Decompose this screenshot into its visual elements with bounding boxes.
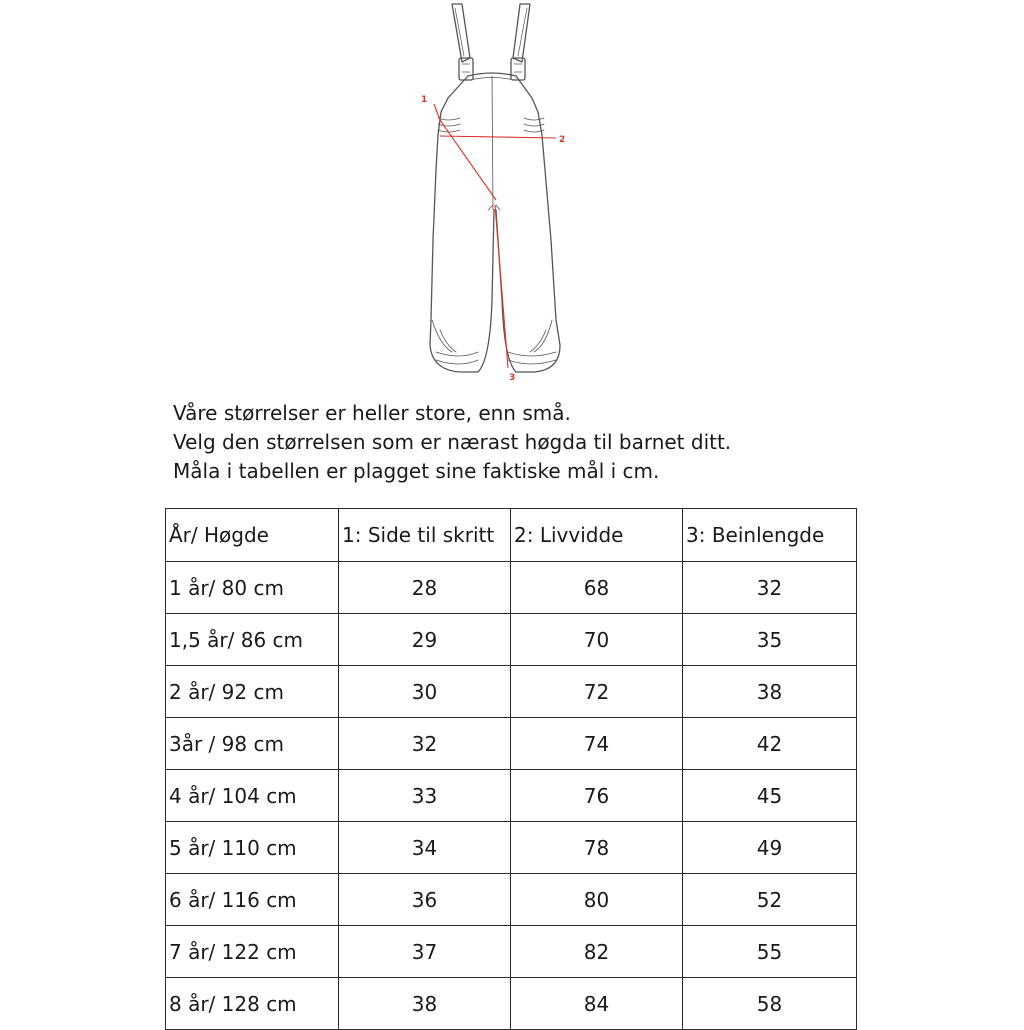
leg-length-cell: 38 xyxy=(683,666,857,718)
size-cell: 1 år/ 80 cm xyxy=(166,562,339,614)
size-cell: 6 år/ 116 cm xyxy=(166,874,339,926)
waist-cell: 76 xyxy=(511,770,683,822)
left-strap xyxy=(452,4,470,62)
leg-length-cell: 42 xyxy=(683,718,857,770)
leg-length-cell: 35 xyxy=(683,614,857,666)
table-row xyxy=(166,770,857,822)
waist-cell: 68 xyxy=(511,562,683,614)
size-cell: 1,5 år/ 86 cm xyxy=(166,614,339,666)
table-row xyxy=(166,822,857,874)
overalls-measurement-diagram xyxy=(400,0,600,385)
column-header-side-to-crotch: 1: Side til skritt xyxy=(339,509,511,562)
table-row xyxy=(166,666,857,718)
leg-length-cell: 32 xyxy=(683,562,857,614)
size-table xyxy=(165,508,857,1030)
side-to-crotch-cell: 36 xyxy=(339,874,511,926)
side-to-crotch-cell: 38 xyxy=(339,978,511,1030)
side-to-crotch-cell: 33 xyxy=(339,770,511,822)
side-to-crotch-cell: 37 xyxy=(339,926,511,978)
table-row xyxy=(166,926,857,978)
waist-cell: 74 xyxy=(511,718,683,770)
side-to-crotch-cell: 28 xyxy=(339,562,511,614)
column-header-leg-length: 3: Beinlengde xyxy=(683,509,857,562)
side-to-crotch-cell: 29 xyxy=(339,614,511,666)
intro-line-1: Våre størrelser er heller store, enn små. xyxy=(173,401,571,425)
table-row xyxy=(166,874,857,926)
table-row xyxy=(166,718,857,770)
table-header-row xyxy=(166,509,857,562)
leg-length-cell: 45 xyxy=(683,770,857,822)
marker-3: 3 xyxy=(509,373,516,383)
intro-line-3: Måla i tabellen er plagget sine faktiske mål i cm. xyxy=(173,459,660,483)
leg-length-cell: 55 xyxy=(683,926,857,978)
measure-line-1 xyxy=(434,104,496,200)
side-to-crotch-cell: 34 xyxy=(339,822,511,874)
column-header-waist: 2: Livvidde xyxy=(511,509,683,562)
size-cell: 5 år/ 110 cm xyxy=(166,822,339,874)
waist-cell: 80 xyxy=(511,874,683,926)
marker-1: 1 xyxy=(421,95,428,105)
leg-length-cell: 49 xyxy=(683,822,857,874)
measure-line-3 xyxy=(495,205,508,368)
table-row xyxy=(166,562,857,614)
size-cell: 8 år/ 128 cm xyxy=(166,978,339,1030)
size-cell: 2 år/ 92 cm xyxy=(166,666,339,718)
right-strap xyxy=(513,4,530,62)
waist-cell: 82 xyxy=(511,926,683,978)
leg-length-cell: 52 xyxy=(683,874,857,926)
left-buckle xyxy=(459,58,473,80)
side-to-crotch-cell: 32 xyxy=(339,718,511,770)
table-row xyxy=(166,614,857,666)
size-cell: 7 år/ 122 cm xyxy=(166,926,339,978)
right-buckle xyxy=(511,58,525,80)
waist-cell: 70 xyxy=(511,614,683,666)
overalls-outline xyxy=(430,76,560,372)
measure-line-2 xyxy=(440,136,556,138)
size-cell: 4 år/ 104 cm xyxy=(166,770,339,822)
side-to-crotch-cell: 30 xyxy=(339,666,511,718)
size-cell: 3år / 98 cm xyxy=(166,718,339,770)
table-row xyxy=(166,978,857,1030)
waist-cell: 78 xyxy=(511,822,683,874)
intro-line-2: Velg den størrelsen som er nærast høgda til barnet ditt. xyxy=(173,430,732,454)
leg-length-cell: 58 xyxy=(683,978,857,1030)
waist-cell: 84 xyxy=(511,978,683,1030)
marker-2: 2 xyxy=(559,135,566,145)
waist-cell: 72 xyxy=(511,666,683,718)
size-intro-text xyxy=(173,399,731,486)
column-header-age-height: År/ Høgde xyxy=(166,509,339,562)
